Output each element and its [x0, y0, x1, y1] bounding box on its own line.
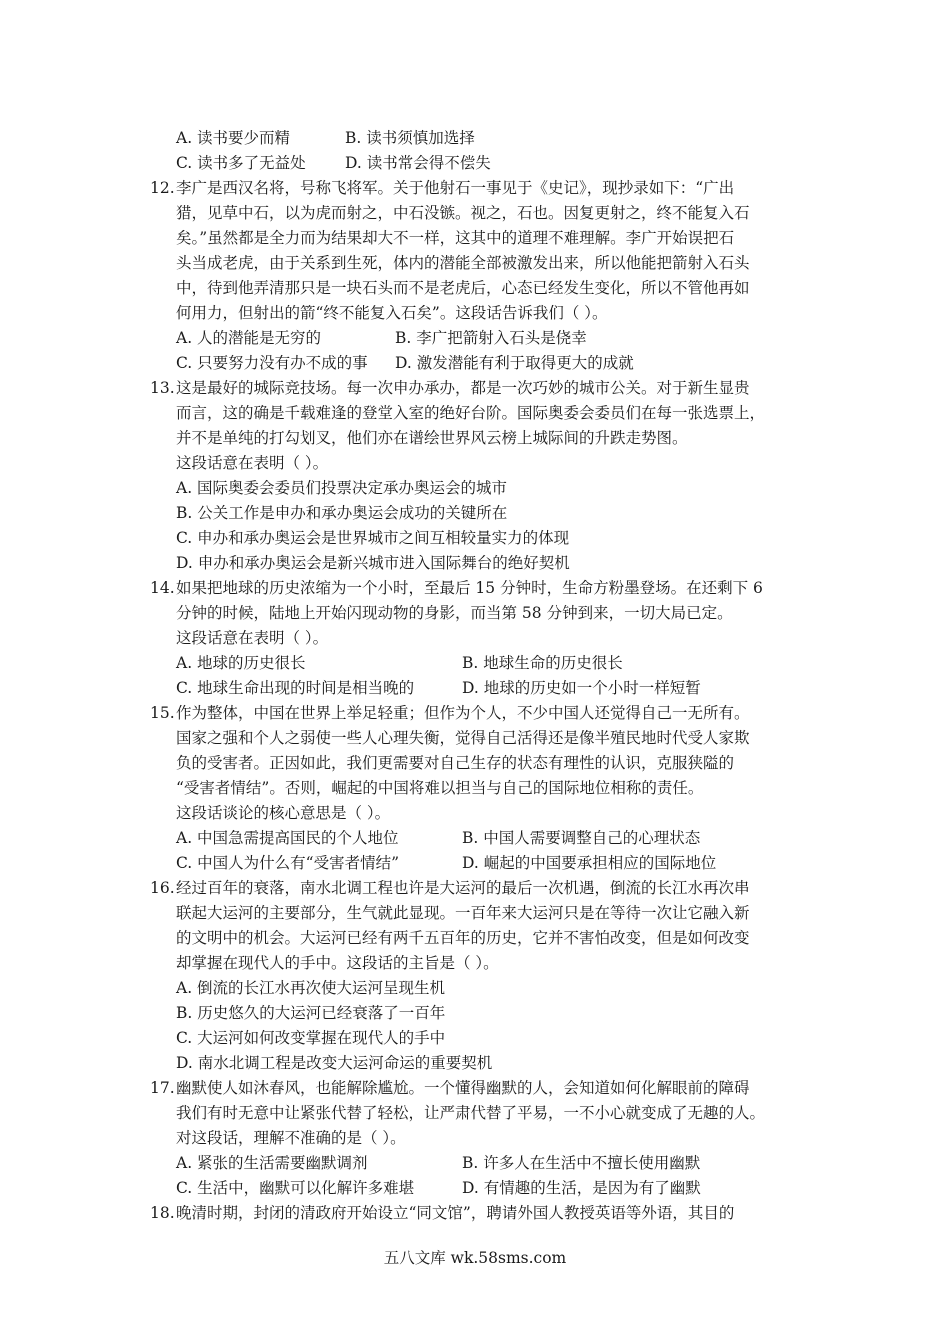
q15-option-d: D. 崛起的中国要承担相应的国际地位	[462, 854, 717, 872]
q17-option-a: A. 紧张的生活需要幽默调剂	[176, 1154, 368, 1172]
q14-text-line: 如果把地球的历史浓缩为一个小时，至最后 15 分钟时，生命方粉墨登场。在还剩下 6	[176, 579, 763, 597]
q15-text-line: 国家之强和个人之弱使一些人心理失衡，觉得自己活得还是像半殖民地时代受人家欺	[176, 729, 750, 747]
q15-option-a: A. 中国急需提高国民的个人地位	[176, 829, 399, 847]
q15-option-c: C. 中国人为什么有“受害者情结”	[176, 854, 400, 872]
question-number: 13.	[150, 379, 175, 397]
q17-text-line: 对这段话，理解不准确的是（ ）。	[176, 1129, 406, 1147]
q12-text-line: 猎，见草中石，以为虎而射之，中石没镞。视之，石也。因复更射之，终不能复入石	[176, 204, 750, 222]
q12-text-line: 何用力，但射出的箭“终不能复入石矣”。这段话告诉我们（ ）。	[176, 304, 608, 322]
q13-option-c: C. 申办和承办奥运会是世界城市之间互相较量实力的体现	[176, 529, 570, 547]
q12-option-d: D. 激发潜能有利于取得更大的成就	[395, 354, 634, 372]
q15-text-line: 作为整体，中国在世界上举足轻重；但作为个人，不少中国人还觉得自己一无所有。	[176, 704, 750, 722]
q16-text-line: 的文明中的机会。大运河已经有两千五百年的历史，它并不害怕改变，但是如何改变	[176, 929, 750, 947]
q14-option-b: B. 地球生命的历史很长	[462, 654, 623, 672]
q11-option-b: B. 读书须慎加选择	[345, 129, 475, 147]
q13-option-b: B. 公关工作是申办和承办奥运会成功的关键所在	[176, 504, 508, 522]
q16-option-c: C. 大运河如何改变掌握在现代人的手中	[176, 1029, 446, 1047]
q17-text-line: 我们有时无意中让紧张代替了轻松，让严肃代替了平易，一不小心就变成了无趣的人。	[176, 1104, 766, 1122]
q12-text-line: 头当成老虎，由于关系到生死，体内的潜能全部被激发出来，所以他能把箭射入石头	[176, 254, 750, 272]
q12-option-c: C. 只要努力没有办不成的事	[176, 354, 368, 372]
q17-option-b: B. 许多人在生活中不擅长使用幽默	[462, 1154, 701, 1172]
q15-text-line: 负的受害者。正因如此，我们更需要对自己生存的状态有理性的认识，克服狭隘的	[176, 754, 735, 772]
question-number: 16.	[150, 879, 175, 897]
q14-text-line: 这段话意在表明（ ）。	[176, 629, 329, 647]
q18-text-line: 晚清时期，封闭的清政府开始设立“同文馆”，聘请外国人教授英语等外语，其目的	[176, 1204, 735, 1222]
q14-option-d: D. 地球的历史如一个小时一样短暂	[462, 679, 701, 697]
q12-text-line: 矣。”虽然都是全力而为结果却大不一样，这其中的道理不难理解。李广开始误把石	[176, 229, 735, 247]
q13-text-line: 这段话意在表明（ ）。	[176, 454, 329, 472]
q11-option-d: D. 读书常会得不偿失	[345, 154, 491, 172]
question-number: 15.	[150, 704, 175, 722]
q12-option-a: A. 人的潜能是无穷的	[176, 329, 322, 347]
q16-text-line: 经过百年的衰落，南水北调工程也许是大运河的最后一次机遇，倒流的长江水再次串	[176, 879, 750, 897]
q16-option-a: A. 倒流的长江水再次使大运河呈现生机	[176, 979, 446, 997]
q11-option-c: C. 读书多了无益处	[176, 154, 306, 172]
q17-text-line: 幽默使人如沐春风，也能解除尴尬。一个懂得幽默的人，会知道如何化解眼前的障碍	[176, 1079, 750, 1097]
question-number: 14.	[150, 579, 175, 597]
question-number: 12.	[150, 179, 175, 197]
q12-text-line: 中，待到他弄清那只是一块石头而不是老虎后，心态已经发生变化，所以不管他再如	[176, 279, 750, 297]
question-number: 18.	[150, 1204, 175, 1222]
q12-text-line: 李广是西汉名将，号称飞将军。关于他射石一事见于《史记》，现抄录如下：“广出	[176, 179, 735, 197]
question-number: 17.	[150, 1079, 175, 1097]
q14-text-line: 分钟的时候，陆地上开始闪现动物的身影，而当第 58 分钟到来，一切大局已定。	[176, 604, 733, 622]
q14-option-a: A. 地球的历史很长	[176, 654, 306, 672]
q15-text-line: “受害者情结”。否则，崛起的中国将难以担当与自己的国际地位相称的责任。	[176, 779, 704, 797]
page-footer: 五八文库 wk.58sms.com	[383, 1249, 567, 1267]
q16-option-b: B. 历史悠久的大运河已经衰落了一百年	[176, 1004, 446, 1022]
q13-option-d: D. 申办和承办奥运会是新兴城市进入国际舞台的绝好契机	[176, 554, 570, 572]
q17-option-d: D. 有情趣的生活，是因为有了幽默	[462, 1179, 701, 1197]
q16-text-line: 却掌握在现代人的手中。这段话的主旨是（ ）。	[176, 954, 499, 972]
q11-option-a: A. 读书要少而精	[176, 129, 291, 147]
q13-text-line: 并不是单纯的打勾划叉，他们亦在谱绘世界风云榜上城际间的升跌走势图。	[176, 429, 688, 447]
q17-option-c: C. 生活中，幽默可以化解许多难堪	[176, 1179, 415, 1197]
q16-text-line: 联起大运河的主要部分，生气就此显现。一百年来大运河只是在等待一次让它融入新	[176, 904, 750, 922]
q15-option-b: B. 中国人需要调整自己的心理状态	[462, 829, 701, 847]
q14-option-c: C. 地球生命出现的时间是相当晚的	[176, 679, 415, 697]
q13-option-a: A. 国际奥委会委员们投票决定承办奥运会的城市	[176, 479, 508, 497]
q16-option-d: D. 南水北调工程是改变大运河命运的重要契机	[176, 1054, 493, 1072]
q13-text-line: 这是最好的城际竞技场。每一次申办承办，都是一次巧妙的城市公关。对于新生显贵	[176, 379, 750, 397]
q13-text-line: 而言，这的确是千载难逢的登堂入室的绝好台阶。国际奥委会委员们在每一张选票上，	[176, 404, 766, 422]
q12-option-b: B. 李广把箭射入石头是侥幸	[395, 329, 587, 347]
q15-text-line: 这段话谈论的核心意思是（ ）。	[176, 804, 391, 822]
